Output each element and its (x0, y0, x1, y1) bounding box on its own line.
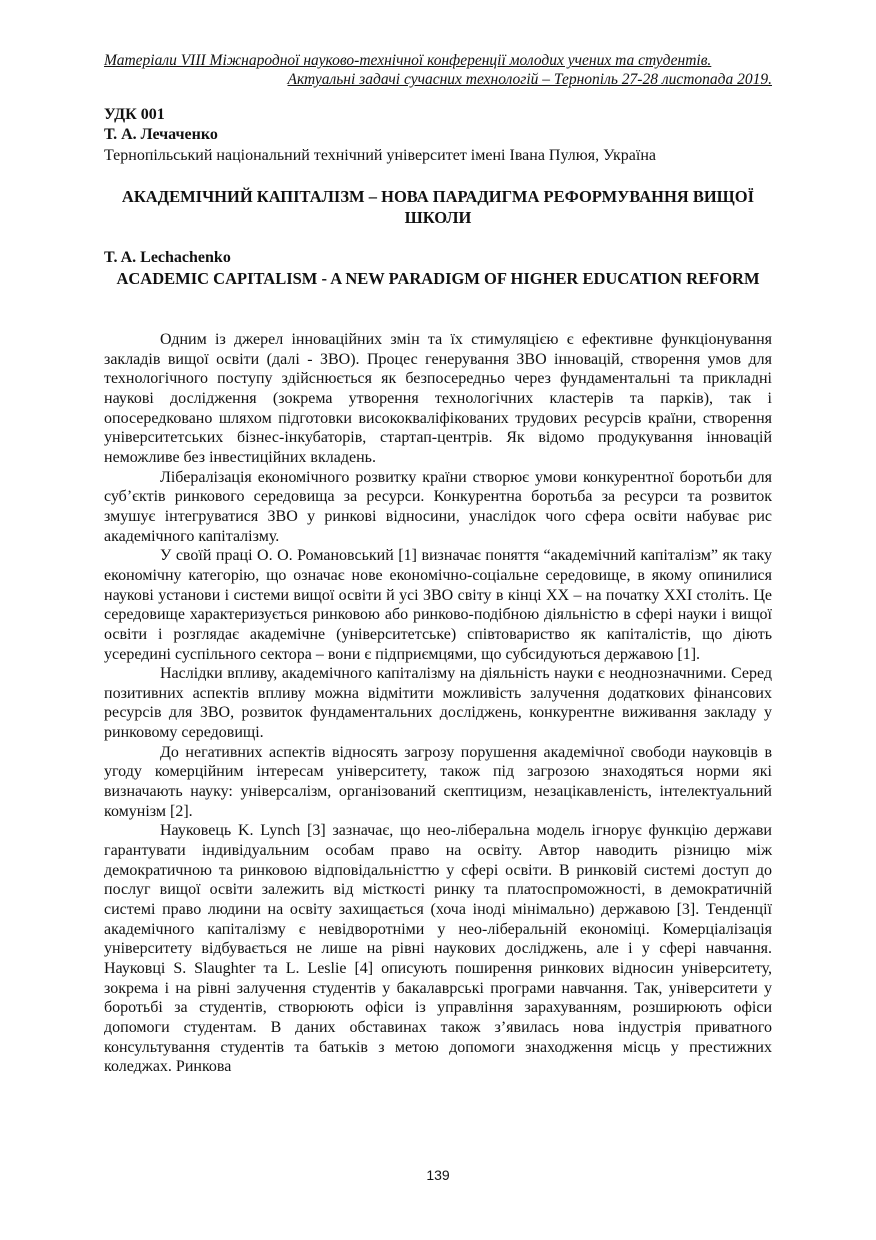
running-header-line2: Актуальні задачі сучасних технологій – Тернопіль 27-28 листопада 2019. (287, 71, 772, 88)
article-body (104, 330, 772, 1077)
udk-code: УДК 001 (104, 106, 165, 123)
paragraph: Одним із джерел інноваційних змін та їх стимуляцією є ефективне функціонування закладів вищої освіти (далі - ЗВО). Процес генерування ЗВО інновацій, створення умов для технологічного поступу здійснюється як безпосередньо через фундаментальні та прикладні наукові дослідження (зокрема утворення технологічних кластерів та парків), так і опосередковано шляхом підготовки висококваліфікованих трудових ресурсів країни, створення університетських бізнес-інкубаторів, стартап-центрів. Як відомо продукування інновацій неможливе без інвестиційних вкладень. (104, 331, 772, 466)
paragraph: Науковець K. Lynch [3] зазначає, що нео-ліберальна модель ігнорує функцію держави гарантувати індивідуальним особам право на освіту. Автор наводить різницю між демократичною та ринковою відповідальністтю у сфері освіти. В ринковій системі доступ до послуг вищої освіти залежить від місткості ринку та платоспроможності, в демократичній системі право людини на освіту захищається (хоча іноді мінімально) державою [3]. Тенденції академічного капіталізму є невідворотніми у нео-ліберальній економіці. Комерціалізація університету відбувається не лише на рівні наукових досліджень, але і у сфері навчання. Науковці S. Slaughter та L. Leslie [4] описують поширення ринкових відносин університету, зокрема і на рівні залучення студентів у бакалаврські програми навчання. Так, університети у боротьбі за студентів, створюють офіси із управління зарахуванням, розширюють офіси допомоги студентам. В даних обставинах також з’явилась нова індустрія приватного консультування студентів та батьків з метою допомоги знаходження місць у престижних коледжах. Ринкова (104, 822, 772, 1076)
running-header-line1: Матеріали VIII Міжнародної науково-технічної конференції молодих учених та студентів. (104, 52, 712, 69)
paragraph: У своїй праці О. О. Романовський [1] визначає поняття “академічний капіталізм” як таку економічну категорію, що означає нове економічно-соціальне середовище, в якому опинилися наукові установи і системи вищої освіти й усі ЗВО світу в кінці XX – на початку XXI століть. Це середовище характеризується ринковою або ринково-подібною діяльністю в сфері науки і вищої освіти і розглядає академічне (університетське) співтовариство як капіталістів, що діють усередині суспільного сектора – вони є підприємцями, що субсидуються державою [1]. (104, 547, 772, 663)
title-en: ACADEMIC CAPITALISM - A NEW PARADIGM OF HIGHER EDUCATION REFORM (116, 269, 760, 288)
paragraph: До негативних аспектів відносять загрозу порушення академічної свободи науковців в угоду комерційним інтересам університету, також під загрозою знаходяться норми які визначають науку: універсалізм, організований скептицизм, незацікавленість, інтелектуальний комунізм [2]. (104, 743, 772, 820)
page-number: 139 (426, 1167, 450, 1183)
title-ua: АКАДЕМІЧНИЙ КАПІТАЛІЗМ – НОВА ПАРАДИГМА РЕФОРМУВАННЯ ВИЩОЇ ШКОЛИ (121, 187, 755, 227)
affiliation: Тернопільський національний технічний університет імені Івана Пулюя, Україна (104, 147, 656, 164)
paragraph: Наслідки впливу, академічного капіталізму на діяльність науки є неоднозначними. Серед позитивних аспектів впливу можна відмітити можливість залучення додаткових фінансових ресурсів для ЗВО, розвиток фундаментальних досліджень, конкурентне виживання закладу у ринковому середовищі. (104, 665, 772, 742)
author-en: T. A. Lechachenko (104, 249, 231, 266)
author-ua: Т. А. Лечаченко (104, 126, 218, 143)
paragraph: Лібералізація економічного розвитку країни створює умови конкурентної боротьби для суб’єктів ринкового середовища за ресурси. Конкурентна боротьба за ресурси та розвиток змушує інтегруватися ЗВО у ринкові відносини, унаслідок чого сфера освіти набуває рис академічного капіталізму. (104, 468, 772, 545)
